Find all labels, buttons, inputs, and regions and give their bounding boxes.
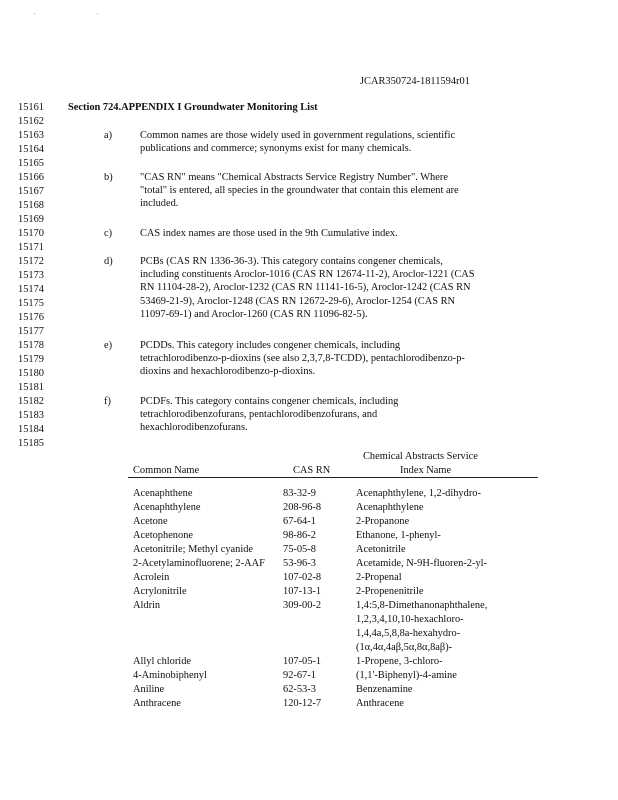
cell-index-name: 1,4:5,8-Dimethanonaphthalene, bbox=[356, 600, 488, 611]
line-number: 15164 bbox=[18, 144, 44, 155]
item-letter: c) bbox=[104, 228, 113, 239]
line-number: 15165 bbox=[18, 158, 44, 169]
line-number: 15171 bbox=[18, 242, 44, 253]
cell-cas-rn: 107-02-8 bbox=[283, 572, 322, 583]
line-number: 15175 bbox=[18, 298, 44, 309]
item-text bbox=[140, 171, 540, 211]
cell-cas-rn: 309-00-2 bbox=[283, 600, 322, 611]
item-text bbox=[140, 339, 540, 379]
item-text bbox=[140, 129, 540, 155]
text-line: CAS index names are those used in the 9th Cumulative index. bbox=[140, 228, 398, 239]
item-letter: f) bbox=[104, 396, 111, 407]
cell-common-name: Acenaphthene bbox=[133, 488, 193, 499]
cell-index-name: (1,1'-Biphenyl)-4-amine bbox=[356, 670, 457, 681]
cell-cas-rn: 92-67-1 bbox=[283, 670, 316, 681]
line-number: 15172 bbox=[18, 256, 44, 267]
header-cas-rn: CAS RN bbox=[293, 465, 331, 476]
cell-common-name: 4-Aminobiphenyl bbox=[133, 670, 207, 681]
line-number: 15166 bbox=[18, 172, 44, 183]
text-line: hexachlorodibenzofurans. bbox=[140, 422, 248, 434]
line-number: 15174 bbox=[18, 284, 44, 295]
line-number: 15173 bbox=[18, 270, 44, 281]
cell-cas-rn: 98-86-2 bbox=[283, 530, 316, 541]
line-number: 15162 bbox=[18, 116, 44, 127]
cell-index-name: 2-Propenal bbox=[356, 572, 402, 583]
text-line: PCBs (CAS RN 1336-36-3). This category contains congener chemicals, bbox=[140, 256, 443, 267]
text-line: 11097-69-1) and Aroclor-1260 (CAS RN 11096-82-5). bbox=[140, 308, 368, 320]
item-letter: e) bbox=[104, 340, 113, 351]
line-number: 15184 bbox=[18, 424, 44, 435]
cell-cas-rn: 75-05-8 bbox=[283, 544, 316, 555]
line-number: 15185 bbox=[18, 438, 44, 449]
cell-cas-rn: 120-12-7 bbox=[283, 698, 322, 709]
document-id: JCAR350724-1811594r01 bbox=[360, 76, 470, 87]
line-number: 15168 bbox=[18, 200, 44, 211]
text-line: Common names are those widely used in government regulations, scientific bbox=[140, 130, 456, 141]
cell-common-name: Acetone bbox=[133, 516, 168, 527]
cell-index-name: Acenaphthylene bbox=[356, 502, 424, 513]
text-line: tetrachlorodibenzo-p-dioxins (see also 2,3,7,8-TCDD), pentachlorodibenzo-p- bbox=[140, 353, 465, 365]
text-line: 53469-21-9), Aroclor-1248 (CAS RN 12672-29-6), Aroclor-1254 (CAS RN bbox=[140, 295, 456, 307]
cell-index-name: Benzenamine bbox=[356, 684, 413, 695]
cell-index-name: Ethanone, 1-phenyl- bbox=[356, 530, 441, 541]
line-number: 15182 bbox=[18, 396, 44, 407]
cell-cas-rn: 107-05-1 bbox=[283, 656, 322, 667]
cell-index-name: Acetamide, N-9H-fluoren-2-yl- bbox=[356, 558, 487, 569]
line-number: 15176 bbox=[18, 312, 44, 323]
item-text bbox=[140, 227, 540, 240]
cell-index-name-cont: (1α,4α,4aβ,5α,8α,8aβ)- bbox=[356, 642, 453, 653]
header-common-name: Common Name bbox=[133, 465, 200, 476]
cell-index-name: Acetonitrile bbox=[356, 544, 406, 555]
item-letter: a) bbox=[104, 130, 113, 141]
cell-index-name: Anthracene bbox=[356, 698, 404, 709]
cell-common-name: Acrolein bbox=[133, 572, 170, 583]
cell-common-name: Allyl chloride bbox=[133, 656, 192, 667]
item-letter: b) bbox=[104, 172, 113, 183]
text-line: PCDDs. This category includes congener chemicals, including bbox=[140, 340, 401, 351]
line-number: 15181 bbox=[18, 382, 44, 393]
cell-common-name: Acenaphthylene bbox=[133, 502, 201, 513]
line-number: 15163 bbox=[18, 130, 44, 141]
section-title: Section 724.APPENDIX I Groundwater Monitoring List bbox=[68, 102, 318, 113]
text-line: dioxins and hexachlorodibenzo-p-dioxins. bbox=[140, 366, 316, 378]
line-number: 15167 bbox=[18, 186, 44, 197]
cell-cas-rn: 107-13-1 bbox=[283, 586, 322, 597]
header-rule bbox=[128, 477, 538, 478]
item-letter: d) bbox=[104, 256, 113, 267]
cell-cas-rn: 67-64-1 bbox=[283, 516, 316, 527]
cell-index-name-cont: 1,4,4a,5,8,8a-hexahydro- bbox=[356, 628, 461, 639]
cell-cas-rn: 53-96-3 bbox=[283, 558, 316, 569]
text-line: RN 11104-28-2), Aroclor-1232 (CAS RN 11141-16-5), Aroclor-1242 (CAS RN bbox=[140, 282, 471, 294]
line-number: 15183 bbox=[18, 410, 44, 421]
cell-common-name: Anthracene bbox=[133, 698, 181, 709]
line-number: 15170 bbox=[18, 228, 44, 239]
cell-cas-rn: 83-32-9 bbox=[283, 488, 316, 499]
line-number: 15178 bbox=[18, 340, 44, 351]
text-line: included. bbox=[140, 198, 179, 210]
cell-common-name: Acetophenone bbox=[133, 530, 194, 541]
line-number: 15177 bbox=[18, 326, 44, 337]
cell-index-name: Acenaphthylene, 1,2-dihydro- bbox=[356, 488, 481, 499]
cell-index-name-cont: 1,2,3,4,10,10-hexachloro- bbox=[356, 614, 464, 625]
text-line: "CAS RN" means "Chemical Abstracts Service Registry Number". Where bbox=[140, 172, 448, 183]
cell-common-name: Acrylonitrile bbox=[133, 586, 187, 597]
item-text bbox=[140, 255, 540, 321]
item-text bbox=[140, 395, 540, 435]
text-line: including constituents Aroclor-1016 (CAS RN 12674-11-2), Aroclor-1221 (CAS bbox=[140, 269, 475, 281]
cell-common-name: Aniline bbox=[133, 684, 165, 695]
cell-cas-rn: 208-96-8 bbox=[283, 502, 322, 513]
cell-index-name: 1-Propene, 3-chloro- bbox=[356, 656, 443, 667]
cell-index-name: 2-Propanone bbox=[356, 516, 410, 527]
line-number: 15169 bbox=[18, 214, 44, 225]
text-line: tetrachlorodibenzofurans, pentachlorodibenzofurans, and bbox=[140, 409, 378, 421]
text-line: PCDFs. This category contains congener chemicals, including bbox=[140, 396, 399, 407]
cell-common-name: Aldrin bbox=[133, 600, 161, 611]
text-line: publications and commerce; synonyms exist for many chemicals. bbox=[140, 143, 412, 155]
scan-marks: ' ' bbox=[34, 13, 128, 19]
header-index-name-line1: Chemical Abstracts Service bbox=[363, 451, 478, 462]
text-line: "total" is entered, all species in the groundwater that contain this element are bbox=[140, 185, 459, 197]
line-number: 15180 bbox=[18, 368, 44, 379]
line-number: 15179 bbox=[18, 354, 44, 365]
header-index-name-line2: Index Name bbox=[400, 465, 452, 476]
cell-index-name: 2-Propenenitrile bbox=[356, 586, 424, 597]
cell-cas-rn: 62-53-3 bbox=[283, 684, 316, 695]
cell-common-name: 2-Acetylaminofluorene; 2-AAF bbox=[133, 558, 265, 569]
line-number: 15161 bbox=[18, 102, 44, 113]
cell-common-name: Acetonitrile; Methyl cyanide bbox=[133, 544, 254, 555]
